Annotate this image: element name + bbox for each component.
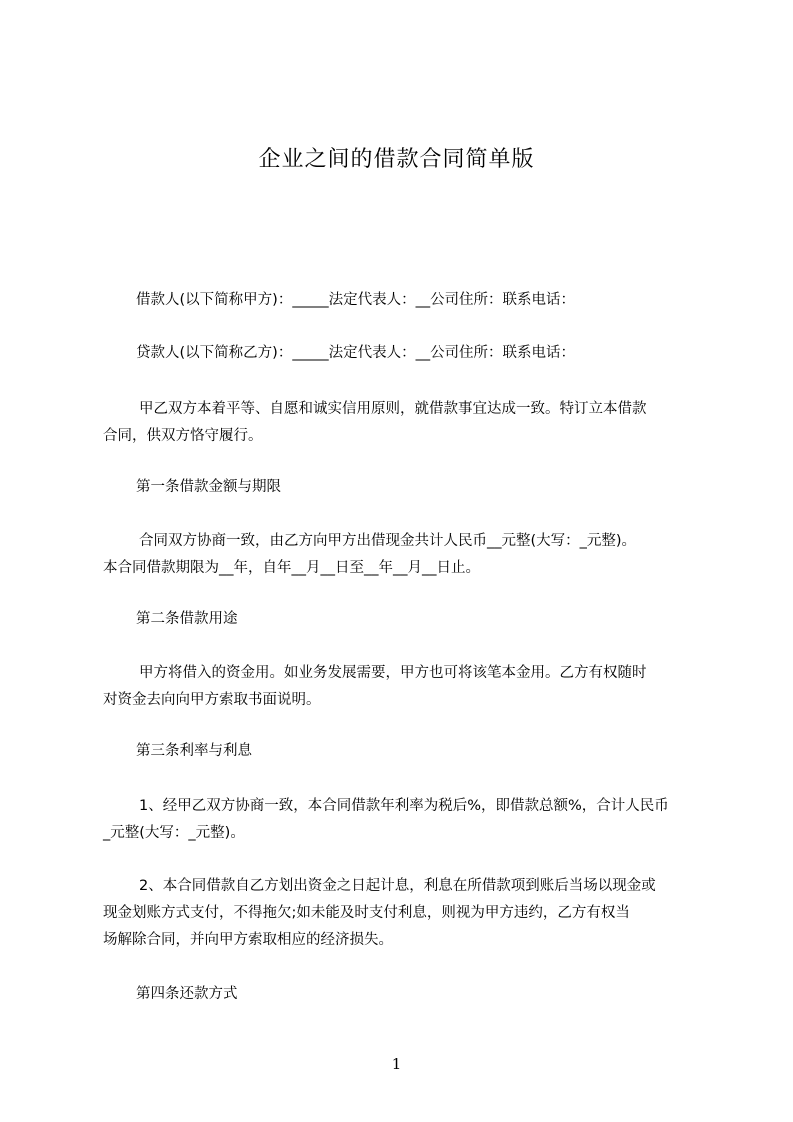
intro-paragraph bbox=[103, 396, 703, 450]
article2-line-1: 甲方将借入的资金用。如业务发展需要，甲方也可将该笔本金用。乙方有权随时 bbox=[139, 665, 647, 681]
borrower-line: 借款人(以下简称甲方)：_____法定代表人：__公司住所：联系电话： bbox=[136, 292, 576, 308]
article3-item2-line-3: 场解除合同，并向甲方索取相应的经济损失。 bbox=[103, 932, 393, 948]
intro-line-1: 甲乙双方本着平等、自愿和诚实信用原则，就借款事宜达成一致。特订立本借款 bbox=[139, 401, 647, 417]
lender-line: 贷款人(以下简称乙方)：_____法定代表人：__公司住所：联系电话： bbox=[136, 345, 576, 361]
article3-item2-line-1: 2、本合同借款自乙方划出资金之日起计息，利息在所借款项到账后当场以现金或 bbox=[139, 878, 656, 894]
article1-heading: 第一条借款金额与期限 bbox=[136, 479, 281, 495]
article1-body bbox=[103, 528, 703, 582]
document-title: 企业之间的借款合同简单版 bbox=[258, 147, 535, 172]
article4-heading: 第四条还款方式 bbox=[136, 986, 238, 1002]
article3-item1-line-2: _元整(大写：_元整)。 bbox=[103, 825, 245, 841]
article3-item2-line-2: 现金划账方式支付，不得拖欠;如未能及时支付利息，则视为甲方违约，乙方有权当 bbox=[103, 905, 630, 921]
article3-item-1 bbox=[103, 793, 703, 847]
article3-heading: 第三条利率与利息 bbox=[136, 743, 252, 759]
article2-line-2: 对资金去向向甲方索取书面说明。 bbox=[103, 692, 321, 708]
article2-heading: 第二条借款用途 bbox=[136, 611, 238, 627]
article1-line-1: 合同双方协商一致，由乙方向甲方出借现金共计人民币__元整(大写：_元整)。 bbox=[139, 533, 637, 549]
article1-line-2: 本合同借款期限为__年，自年__月__日至__年__月__日止。 bbox=[103, 560, 480, 576]
article2-body bbox=[103, 660, 703, 714]
article3-item-2 bbox=[103, 873, 703, 954]
page-number: 1 bbox=[391, 1055, 402, 1073]
intro-line-2: 合同，供双方恪守履行。 bbox=[103, 428, 263, 444]
article3-item1-line-1: 1、经甲乙双方协商一致，本合同借款年利率为税后%，即借款总额%，合计人民币 bbox=[139, 798, 669, 814]
